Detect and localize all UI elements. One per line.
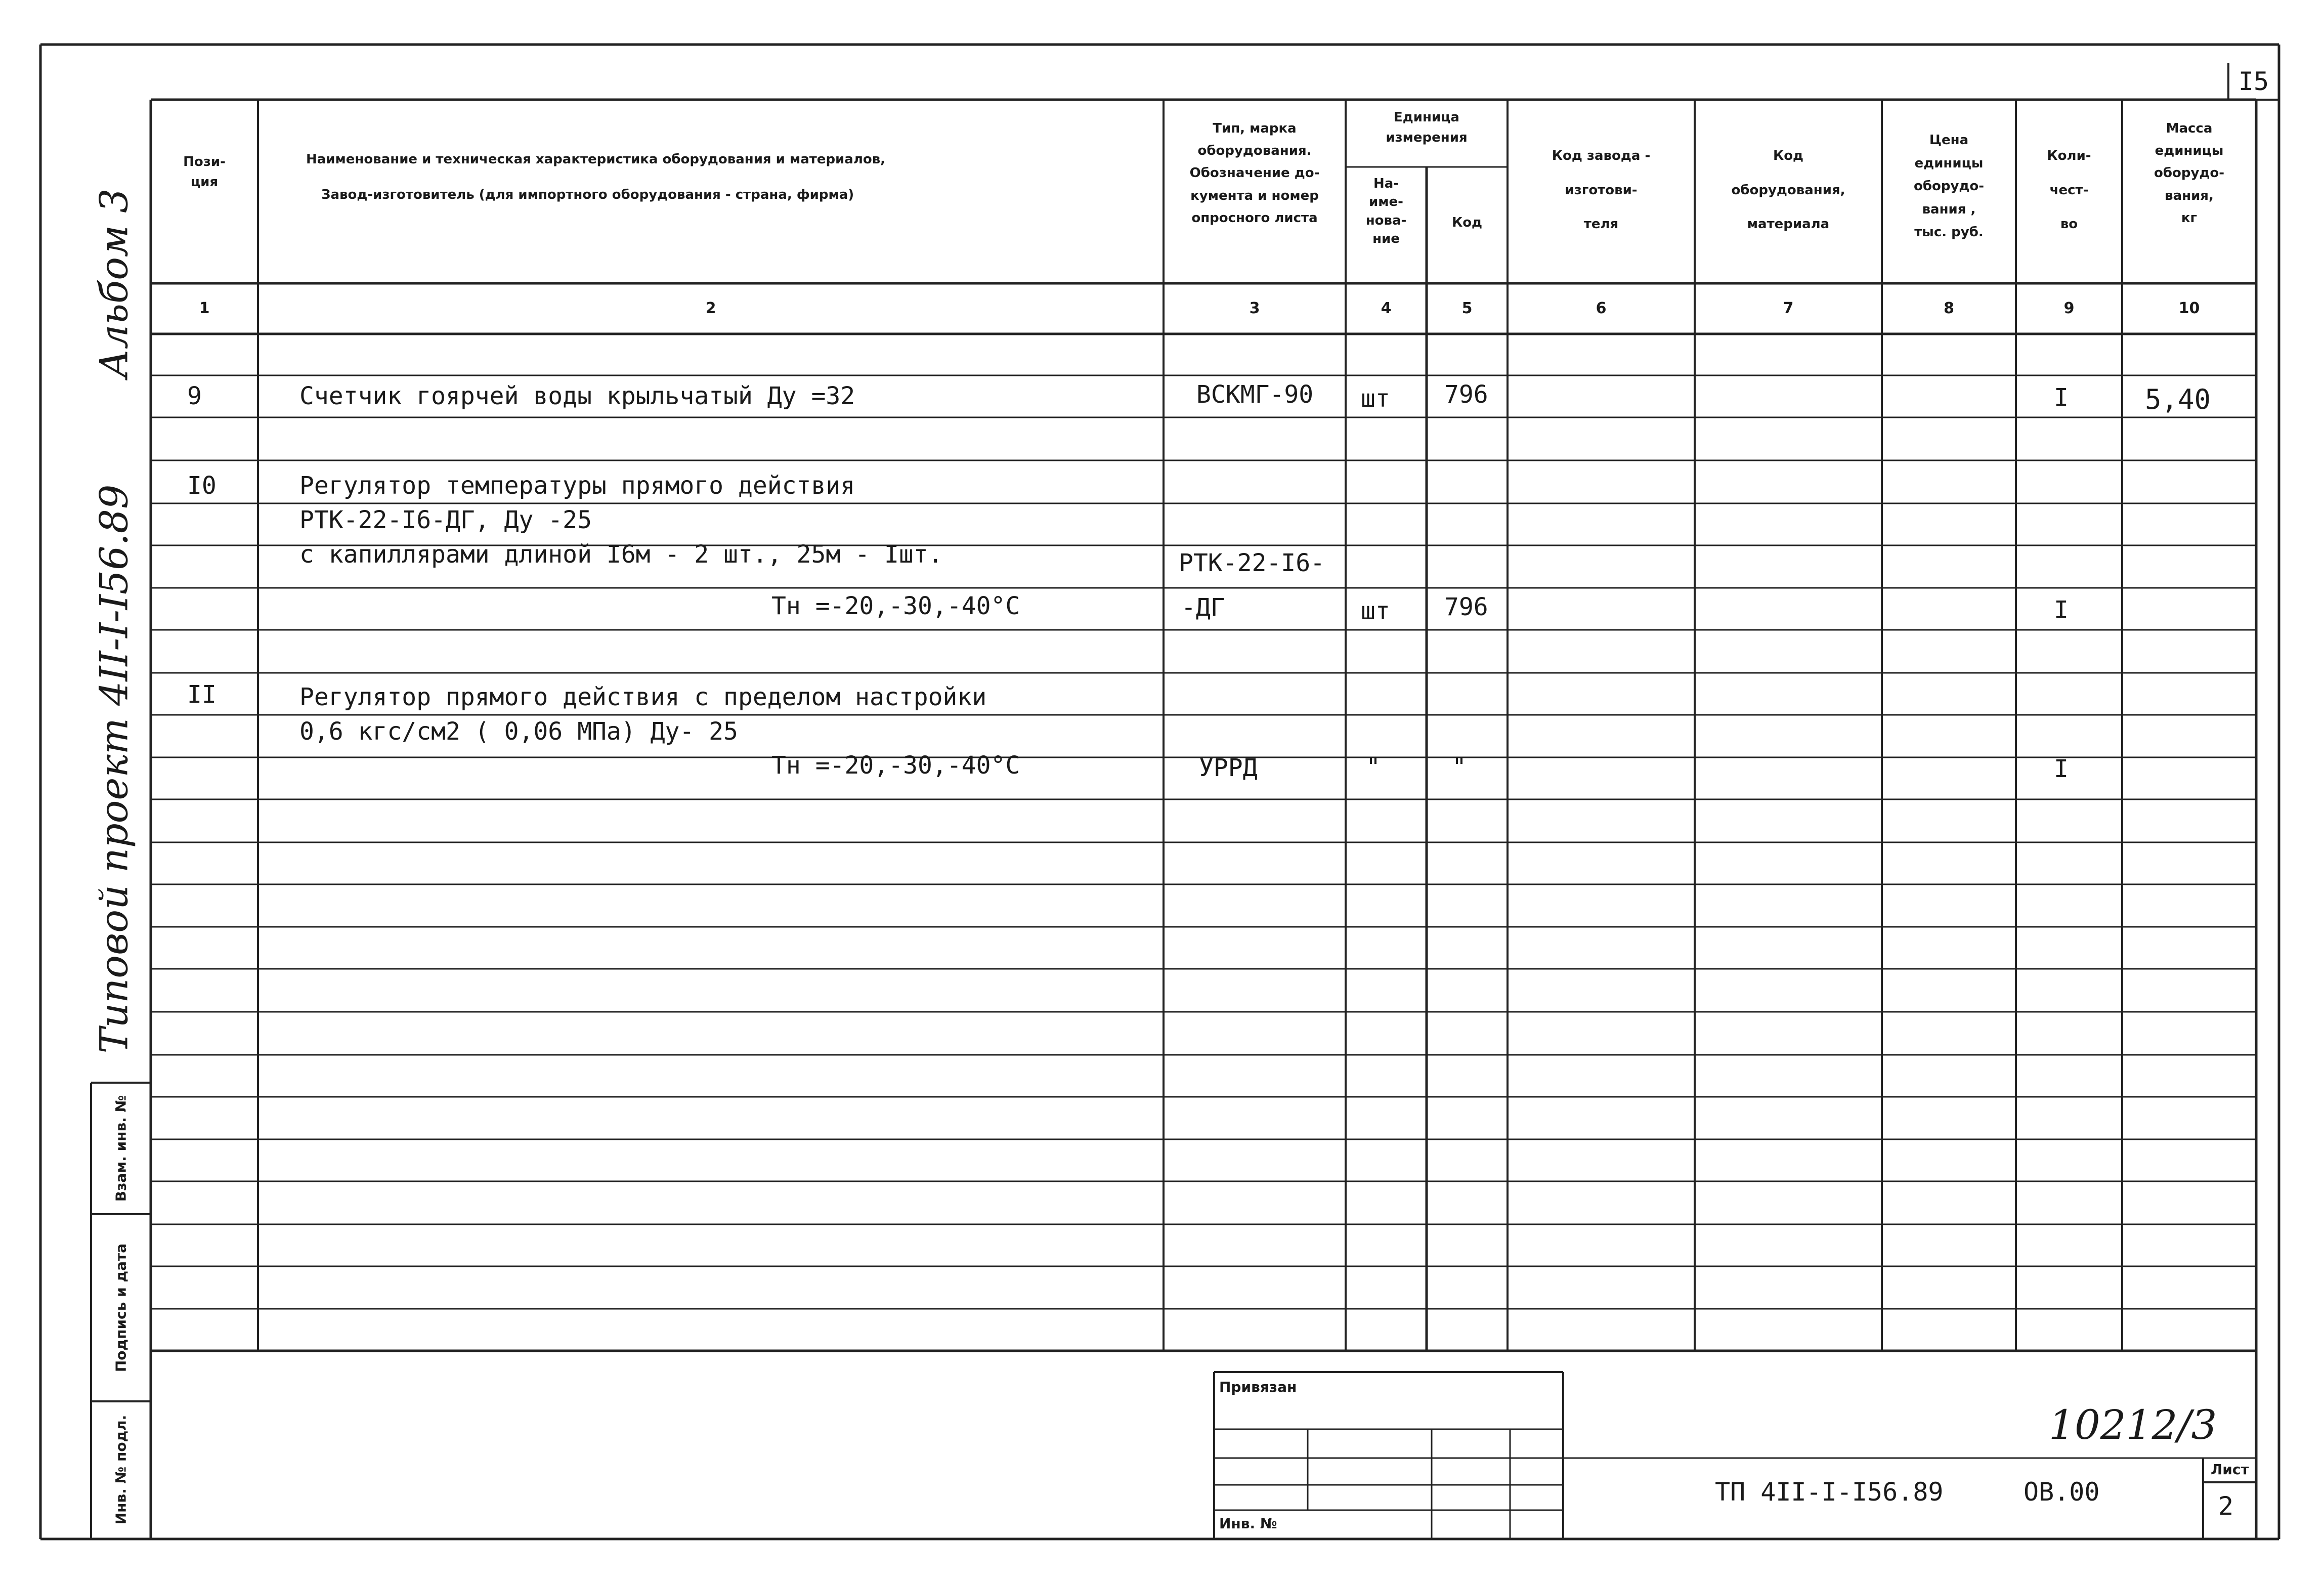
- column-number: 5: [1461, 300, 1473, 317]
- table-row-mass: 5,40: [2145, 383, 2211, 415]
- inv-no-label: Инв. №: [1219, 1515, 1277, 1532]
- header-name: Наименование и техническая характеристика оборудования и материалов, Завод-изготовитель (для импортного оборудования - страна, фирма): [306, 152, 886, 203]
- table-row-code: ": [1452, 753, 1467, 781]
- sheet-number: 2: [2218, 1491, 2234, 1521]
- table-row-code: 796: [1444, 593, 1488, 621]
- stamp-original-inv: Инв. № подл.: [112, 1415, 130, 1525]
- header-unit-code: Код: [1451, 215, 1483, 230]
- table-row-type: УРРД: [1199, 754, 1258, 782]
- table-row-unit: шт: [1361, 597, 1390, 625]
- table-row-name: Тн =-20,-30,-40°С: [771, 592, 1020, 620]
- header-unit-name: На- име- нова- ние: [1365, 176, 1407, 247]
- table-row-unit: шт: [1361, 384, 1390, 413]
- table-row-name: РТК-22-I6-ДГ, Ду -25: [299, 506, 592, 534]
- header-type: Тип, марка оборудования. Обозначение до- кумента и номер опросного листа: [1189, 121, 1320, 226]
- table-row-type: -ДГ: [1181, 593, 1225, 622]
- section-code: ОВ.00: [2024, 1477, 2100, 1507]
- column-number: 8: [1944, 300, 1954, 317]
- table-row-type: РТК-22-I6-: [1179, 549, 1325, 577]
- table-row-position: II: [187, 680, 217, 709]
- header-price: Цена единицы оборудо- вания , тыс. руб.: [1913, 133, 1985, 240]
- column-number: 1: [199, 300, 210, 317]
- column-number: 7: [1783, 300, 1794, 317]
- table-row-position: I0: [187, 472, 217, 500]
- header-unit-group: Единица измерения: [1386, 110, 1468, 146]
- table-row-name: Счетчик гоярчей воды крыльчатый Ду =32: [299, 382, 855, 410]
- header-factory-code: Код завода - изготови- теля: [1552, 148, 1651, 232]
- table-row-name: Регулятор прямого действия с пределом настройки: [299, 683, 987, 711]
- header-position: Пози- ция: [183, 154, 226, 190]
- column-number: 9: [2063, 300, 2075, 317]
- archive-number: 10212/3: [2049, 1401, 2217, 1448]
- column-number: 3: [1249, 300, 1260, 317]
- table-row-type: ВСКМГ-90: [1196, 380, 1314, 409]
- column-number: 10: [2178, 300, 2200, 317]
- column-number: 4: [1381, 300, 1392, 317]
- privyazan-label: Привязан: [1219, 1379, 1297, 1395]
- table-row-name: Тн =-20,-30,-40°С: [771, 751, 1020, 780]
- column-number: 2: [705, 300, 716, 317]
- stamp-replaced-inv: Взам. инв. №: [112, 1095, 130, 1202]
- column-number: 6: [1596, 300, 1607, 317]
- document-code: ТП 4II-I-I56.89: [1715, 1477, 1944, 1507]
- page-number: I5: [2238, 67, 2269, 96]
- project-label: Типовой проект 4II-I-I56.89: [91, 484, 137, 1054]
- table-row-code: 796: [1444, 380, 1488, 409]
- table-row-unit: ": [1366, 753, 1381, 781]
- table-row-name: 0,6 кгс/см2 ( 0,06 МПа) Ду- 25: [299, 717, 738, 746]
- table-row-name: с капиллярами длиной I6м - 2 шт., 25м - Iшт.: [299, 540, 943, 569]
- table-row-name: Регулятор температуры прямого действия: [299, 472, 855, 500]
- album-label: Альбом 3: [91, 188, 137, 378]
- table-row-quantity: I: [2054, 755, 2069, 783]
- header-mass: Масса единицы оборудо- вания, кг: [2154, 121, 2225, 226]
- header-equipment-code: Код оборудования, материала: [1731, 148, 1845, 232]
- header-quantity: Коли- чест- во: [2047, 148, 2091, 232]
- table-row-position: 9: [187, 382, 202, 410]
- table-row-quantity: I: [2054, 383, 2069, 412]
- sheet-label: Лист: [2211, 1461, 2249, 1478]
- table-row-quantity: I: [2054, 596, 2069, 624]
- stamp-signature-date: Подпись и дата: [112, 1243, 130, 1373]
